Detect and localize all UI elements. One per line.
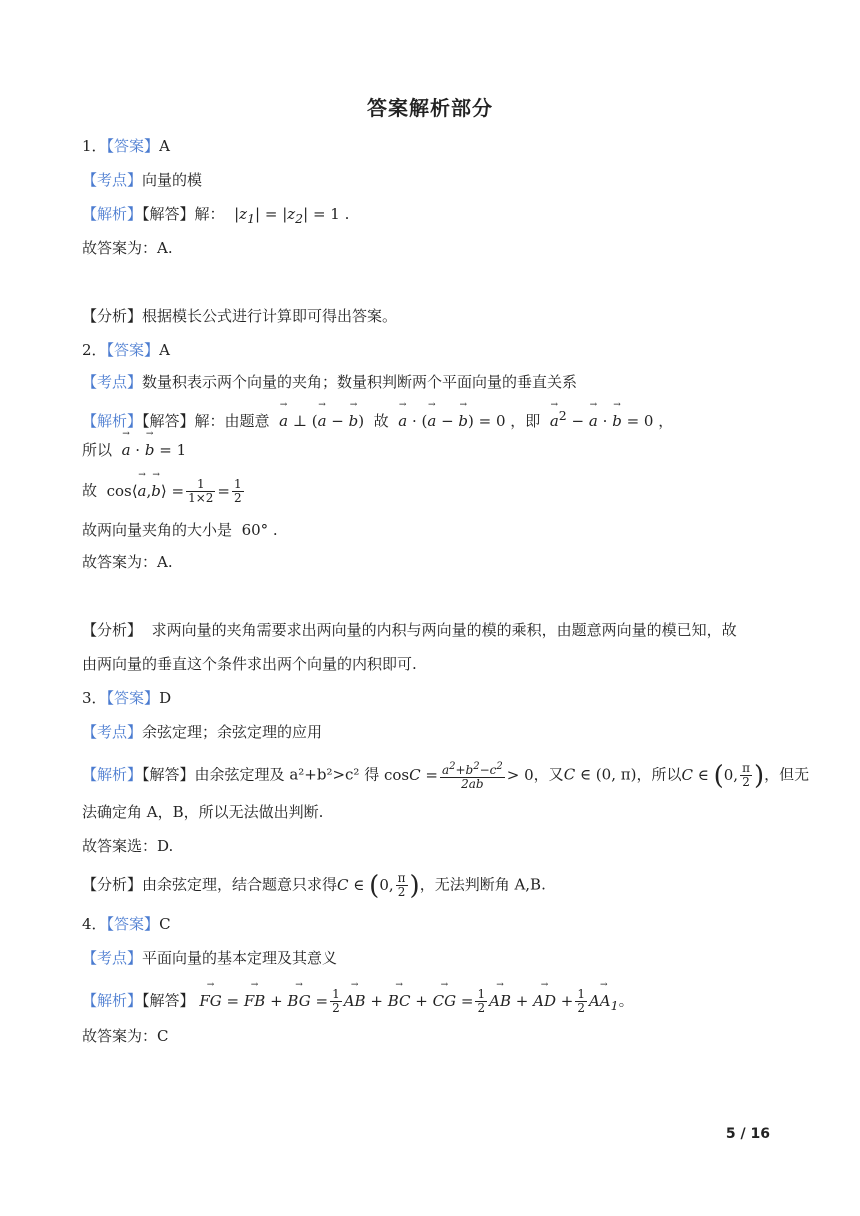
q2-so-prefix: 所以 (82, 441, 113, 459)
q1-solution-line: 【解析】【解答】解： $|z_1| = |z_2| = 1$ . (82, 205, 350, 226)
q1-summary: 根据模长公式进行计算即可得出答案。 (142, 307, 398, 325)
q2-number: 2． (82, 341, 107, 359)
q1-solution-prefix: 解： (194, 205, 225, 223)
q3-condition: a²+b²>c² (289, 765, 360, 784)
analysis-tag: 【解析】 (82, 765, 143, 784)
analysis-tag: 【解析】 (82, 205, 143, 223)
solution-tag: 【解答】 (142, 991, 195, 1010)
q4-formula: → FG = → FB + → BG = $\frac{1}{2}$ → AB + → BC + → CG = $\frac{1}{2}$ → AB + → AD + $\frac{1}{2}$ → $AA_1$ (199, 992, 618, 1010)
q2-solution-line: 【解析】【解答】解：由题意 → a ⊥ (→ a − → b) 故 → a · (→ a − → b) = 0 ，即 → $a^2$ − → a · → b = 0 ， (82, 406, 673, 431)
q3-line2: 法确定角 A，B，所以无法做出判断. (82, 803, 324, 821)
q2-point: 数量积表示两个向量的夹角；数量积判断两个平面向量的垂直关系 (142, 373, 578, 391)
q4-solution-line: 【解析】【解答】 → FG = → FB + → BG = $\frac{1}{2}$ → AB + → BC + → CG = $\frac{1}{2}$ → AB + → AD + $\frac{1}{2}$ → $AA_1$。 (82, 988, 634, 1016)
q1-point: 向量的模 (142, 171, 203, 189)
q3-formula-range: C ∈ (0, π) (563, 765, 637, 784)
q3-point-line (82, 722, 322, 742)
q3-summary-formula: C ∈ (0, $\frac{\pi}{2}$ ) (337, 870, 420, 901)
q4-number: 4． (82, 915, 107, 933)
q1-answer: A (159, 137, 170, 155)
q4-point: 平面向量的基本定理及其意义 (142, 949, 338, 967)
q2-so-line (82, 440, 186, 460)
q2-solution-prefix: 解：由题意 (194, 412, 270, 430)
q3-summary-line (82, 872, 546, 899)
q2-formula-product: → a · → b = 1 (122, 441, 187, 459)
q1-number: 1． (82, 137, 107, 155)
q2-cos-line (82, 478, 246, 505)
q3-formula-result: C ∈ (0, $\frac{\pi}{2}$ ) (681, 760, 765, 791)
solution-tag: 【解答】 (142, 765, 195, 784)
q2-summary-2: 由两向量的垂直这个条件求出两个向量的内积即可. (82, 655, 417, 673)
answer-tag: 【答案】 (106, 137, 160, 155)
solution-tag: 【解答】 (142, 205, 195, 223)
q2-therefore-prefix: 故 (82, 481, 98, 500)
q3-answer-line (82, 688, 171, 708)
q2-summary-1: 求两向量的夹角需要求出两向量的内积与两向量的模的乘积，由题意两向量的模已知，故 (151, 621, 737, 639)
q4-answer-line (82, 914, 171, 934)
q2-summary-line (82, 620, 737, 640)
analysis-tag: 【解析】 (82, 991, 143, 1010)
q2-angle-line: 故两向量夹角的大小是 60° . (82, 521, 278, 539)
q4-point-line (82, 948, 337, 968)
q2-formula-perp: → a ⊥ (→ a − → b) (279, 412, 364, 430)
q3-conclusion: 故答案选：D. (82, 837, 174, 855)
q2-formula-cos: cos⟨→ a,→ b⟩ = $\frac{1}{1\times 2}$ = $\frac{1}{2}$ (107, 482, 246, 500)
q3-number: 3． (82, 689, 107, 707)
answer-tag: 【答案】 (106, 915, 160, 933)
answer-tag: 【答案】 (106, 689, 160, 707)
q1-conclusion: 故答案为：A. (82, 239, 173, 257)
q2-answer-line (82, 340, 170, 360)
answer-tag: 【答案】 (106, 341, 160, 359)
analysis-tag: 【解析】 (82, 412, 143, 430)
summary-tag: 【分析】 (82, 307, 143, 325)
q3-formula-cos: cosC = $\frac{a^2+b^2-c^2}{2ab}$ > 0 (384, 761, 534, 791)
q2-answer: A (159, 341, 170, 359)
point-tag: 【考点】 (82, 949, 143, 967)
q3-solution-text: 由余弦定理及 (194, 765, 285, 784)
q2-formula-expand: → $a^2$ − → a · → b = 0 (550, 412, 654, 430)
summary-tag: 【分析】 (82, 875, 143, 894)
q4-answer: C (159, 915, 171, 933)
point-tag: 【考点】 (82, 373, 143, 391)
q2-formula-dot: → a · (→ a − → b) = 0 (398, 412, 505, 430)
q3-summary-suffix: ，无法判断角 A,B. (419, 875, 546, 894)
q1-formula: $|z_1| = |z_2| = 1$ (234, 205, 340, 226)
point-tag: 【考点】 (82, 171, 143, 189)
q3-solution-line: 【解析】【解答】由余弦定理及 a²+b²>c² 得 cosC = $\frac{a^2+b^2-c^2}{2ab}$ > 0，又C ∈ (0, π)，所以C ∈ (0, $\frac{\pi}{2}$ )，但无 (82, 760, 810, 791)
q2-point-line (82, 372, 577, 392)
q2-conclusion: 故答案为：A. (82, 553, 173, 571)
summary-tag: 【分析】 (82, 621, 143, 639)
q1-summary-line (82, 306, 397, 326)
q3-point: 余弦定理；余弦定理的应用 (142, 723, 323, 741)
q3-summary-prefix: 由余弦定理，结合题意只求得 (142, 875, 338, 894)
page-number: 5 / 16 (725, 1126, 770, 1142)
q2-angle-value: 60° (241, 521, 269, 539)
q1-point-line (82, 170, 202, 190)
solution-tag: 【解答】 (142, 412, 195, 430)
q3-answer: D (159, 689, 172, 707)
q2-angle-text: 故两向量夹角的大小是 (82, 521, 233, 539)
point-tag: 【考点】 (82, 723, 143, 741)
q4-conclusion: 故答案为：C (82, 1027, 169, 1045)
q1-answer-line (82, 136, 170, 156)
page-title: 答案解析部分 (367, 96, 493, 120)
